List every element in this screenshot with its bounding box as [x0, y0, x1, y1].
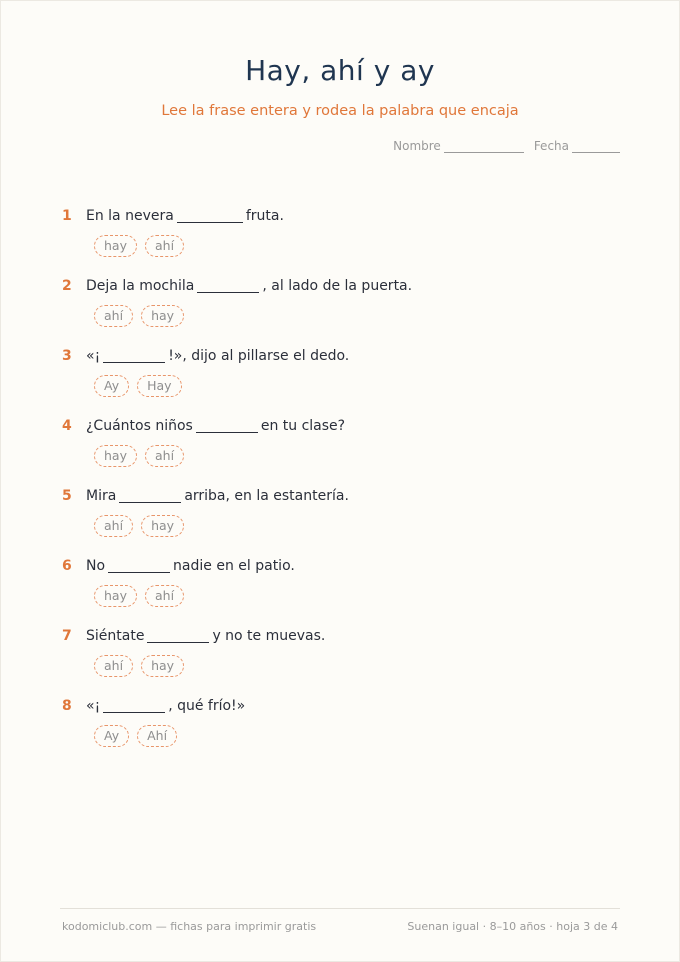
question-6 [62, 557, 295, 607]
answer-blank [196, 419, 258, 433]
worksheet-instructions: Lee la frase entera y rodea la palabra que encaja [161, 103, 519, 119]
question-text-before: «¡ [86, 698, 101, 714]
question-number: 2 [62, 278, 72, 294]
worksheet-title: Hay, ahí y ay [245, 54, 435, 87]
student-info [393, 139, 620, 153]
question-text-before: ¿Cuántos niños [86, 418, 193, 434]
date-label: Fecha [533, 139, 569, 153]
question-7 [62, 627, 325, 677]
option-choice[interactable]: hay [141, 655, 184, 677]
question-text-before: Mira [86, 488, 117, 504]
question-number: 4 [62, 418, 72, 434]
option-choice[interactable]: ahí [145, 585, 184, 607]
footer-sheet-info: Suenan igual · 8–10 años · hoja 3 de 4 [407, 920, 618, 933]
question-5 [62, 487, 349, 537]
question-text-after: y no te muevas. [212, 628, 326, 644]
footer-site: kodomiclub.com — fichas para imprimir gratis [62, 920, 317, 933]
option-choice[interactable]: Ahí [137, 725, 177, 747]
option-choice[interactable]: ahí [145, 235, 184, 257]
answer-blank [177, 209, 243, 223]
date-line [572, 140, 620, 153]
option-choice[interactable]: hay [94, 585, 137, 607]
question-1 [62, 207, 284, 257]
question-number: 1 [62, 208, 72, 224]
option-choice[interactable]: Hay [137, 375, 181, 397]
question-text-before: No [86, 558, 106, 574]
option-choice[interactable]: ahí [94, 305, 133, 327]
question-text-before: Deja la mochila [86, 278, 195, 294]
question-number: 5 [62, 488, 72, 504]
answer-blank [197, 279, 259, 293]
answer-blank [103, 349, 165, 363]
option-choice[interactable]: hay [94, 235, 137, 257]
question-text-before: Siéntate [86, 628, 145, 644]
option-choice[interactable]: ahí [94, 515, 133, 537]
footer-divider [60, 908, 620, 909]
question-text-after: , al lado de la puerta. [262, 278, 413, 294]
option-choice[interactable]: hay [141, 305, 184, 327]
answer-blank [147, 629, 209, 643]
question-text-after: , qué frío!» [168, 698, 246, 714]
answer-blank [108, 559, 170, 573]
question-number: 7 [62, 628, 72, 644]
question-text-after: en tu clase? [260, 418, 346, 434]
option-choice[interactable]: hay [141, 515, 184, 537]
question-text-before: En la nevera [86, 208, 174, 224]
question-4 [62, 417, 345, 467]
question-2 [62, 277, 412, 327]
option-choice[interactable]: Ay [94, 375, 129, 397]
answer-blank [119, 489, 181, 503]
question-text-after: !», dijo al pillarse el dedo. [168, 348, 350, 364]
question-text-after: fruta. [245, 208, 284, 224]
question-3 [62, 347, 349, 397]
name-line [444, 140, 524, 153]
name-field [393, 139, 524, 153]
option-choice[interactable]: hay [94, 445, 137, 467]
date-field [534, 139, 620, 153]
name-label: Nombre [393, 139, 441, 153]
question-number: 6 [62, 558, 72, 574]
option-choice[interactable]: ahí [94, 655, 133, 677]
question-number: 8 [62, 698, 72, 714]
question-text-after: arriba, en la estantería. [184, 488, 349, 504]
question-8 [62, 697, 245, 747]
answer-blank [103, 699, 165, 713]
option-choice[interactable]: ahí [145, 445, 184, 467]
option-choice[interactable]: Ay [94, 725, 129, 747]
question-text-after: nadie en el patio. [173, 558, 295, 574]
question-text-before: «¡ [86, 348, 101, 364]
question-number: 3 [62, 348, 72, 364]
